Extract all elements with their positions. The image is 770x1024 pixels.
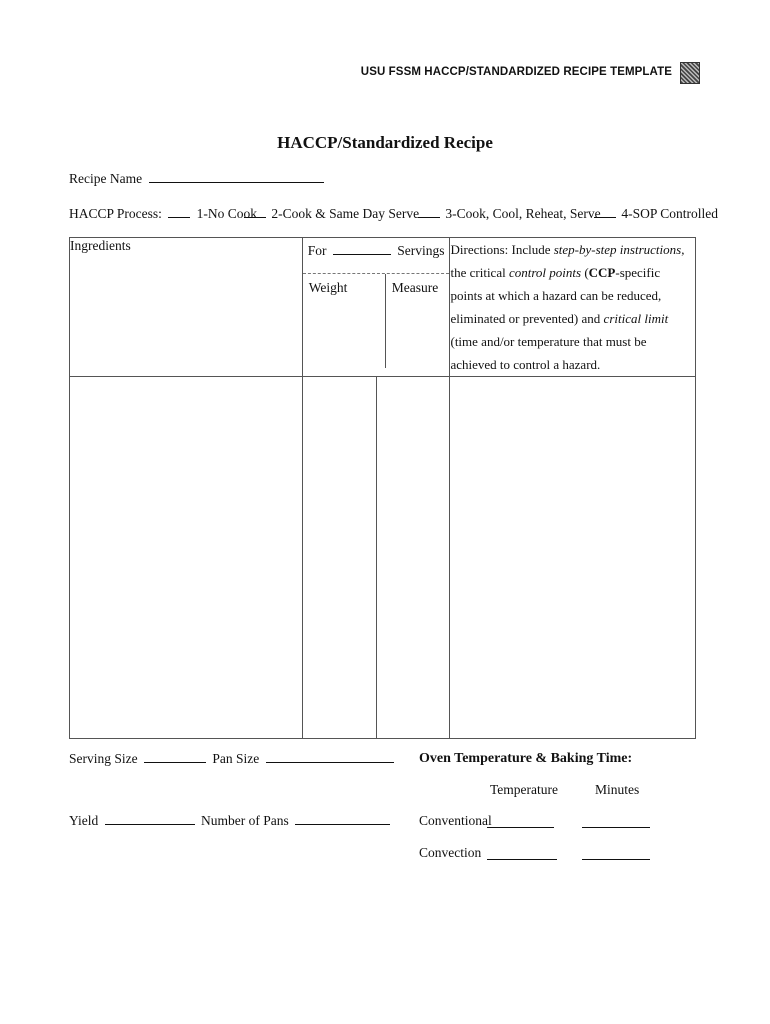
conventional-minutes-field[interactable]	[582, 812, 650, 828]
measure-header: Measure	[391, 280, 439, 295]
weight-header-cell	[303, 274, 386, 368]
ingredients-header: Ingredients	[70, 238, 131, 253]
for-label: For	[307, 243, 327, 258]
ingredients-body-cell[interactable]	[70, 377, 303, 739]
convection-temperature-field[interactable]	[487, 844, 557, 860]
convection-row	[419, 845, 481, 861]
measure-header-cell	[386, 274, 450, 368]
directions-body-cell[interactable]	[450, 377, 696, 739]
serving-size-label: Serving Size	[69, 751, 138, 766]
conventional-temperature-field[interactable]	[487, 812, 554, 828]
directions-paren-open: (	[581, 265, 589, 280]
yield-row	[69, 813, 390, 829]
servings-count-field[interactable]	[333, 254, 391, 255]
weight-header: Weight	[308, 280, 348, 295]
haccp-option-3-label: 3-Cook, Cool, Reheat, Serve	[445, 206, 601, 221]
weight-measure-subheader	[303, 274, 450, 368]
minutes-column-label: Minutes	[595, 782, 640, 797]
directions-text-after-step: , the critical	[450, 242, 685, 280]
recipe-name-row	[69, 171, 324, 187]
number-of-pans-field[interactable]	[295, 824, 390, 825]
ingredients-header-cell	[70, 238, 303, 377]
directions-critical-limit: critical limit	[603, 311, 669, 326]
haccp-option-1-label: 1-No Cook	[196, 206, 258, 221]
serving-size-row	[69, 751, 394, 767]
pan-size-field[interactable]	[266, 762, 394, 763]
haccp-option-3	[418, 206, 601, 222]
haccp-option-4	[594, 206, 718, 222]
pan-size-label: Pan Size	[212, 751, 260, 766]
haccp-process-label: HACCP Process:	[69, 206, 162, 221]
haccp-option-4-blank[interactable]	[594, 217, 616, 218]
recipe-name-label: Recipe Name	[69, 171, 143, 186]
conventional-row	[419, 813, 492, 829]
recipe-name-field[interactable]	[149, 182, 324, 183]
serving-size-field[interactable]	[144, 762, 206, 763]
convection-minutes-field[interactable]	[582, 844, 650, 860]
oven-heading: Oven Temperature & Baking Time:	[419, 751, 633, 766]
haccp-option-2-blank[interactable]	[244, 217, 266, 218]
directions-header-cell	[450, 238, 696, 377]
weight-body-cell[interactable]	[302, 377, 376, 739]
haccp-process-label-group	[69, 206, 257, 222]
directions-text-tail: (time and/or temperature that must be achieved to control a hazard.	[450, 334, 647, 372]
yield-label: Yield	[69, 813, 99, 828]
haccp-option-2-label: 2-Cook & Same Day Serve	[271, 206, 420, 221]
servings-label: Servings	[397, 243, 445, 258]
servings-row	[303, 238, 450, 274]
servings-header-cell	[302, 238, 450, 377]
directions-step-by-step: step-by-step instructions	[553, 242, 682, 257]
directions-control-points: control points	[508, 265, 582, 280]
haccp-option-2	[244, 206, 419, 222]
directions-text-after-ccp: -specific points at which a hazard can be reduced, eliminated or prevented) and	[450, 265, 662, 326]
directions-text-lead: Directions: Include	[450, 242, 554, 257]
measure-body-cell[interactable]	[376, 377, 450, 739]
shaded-box-icon	[680, 62, 700, 84]
convection-label: Convection	[419, 845, 482, 860]
directions-ccp: CCP	[588, 265, 616, 280]
haccp-option-3-blank[interactable]	[418, 217, 440, 218]
temperature-column-label: Temperature	[490, 782, 559, 797]
number-of-pans-label: Number of Pans	[201, 813, 289, 828]
recipe-table	[69, 237, 696, 739]
haccp-option-1-blank[interactable]	[168, 217, 190, 218]
haccp-option-4-label: 4-SOP Controlled	[621, 206, 719, 221]
page-title: HACCP/Standardized Recipe	[277, 133, 493, 152]
conventional-label: Conventional	[419, 813, 492, 828]
yield-field[interactable]	[105, 824, 195, 825]
template-label: USU FSSM HACCP/STANDARDIZED RECIPE TEMPLATE	[360, 66, 672, 78]
